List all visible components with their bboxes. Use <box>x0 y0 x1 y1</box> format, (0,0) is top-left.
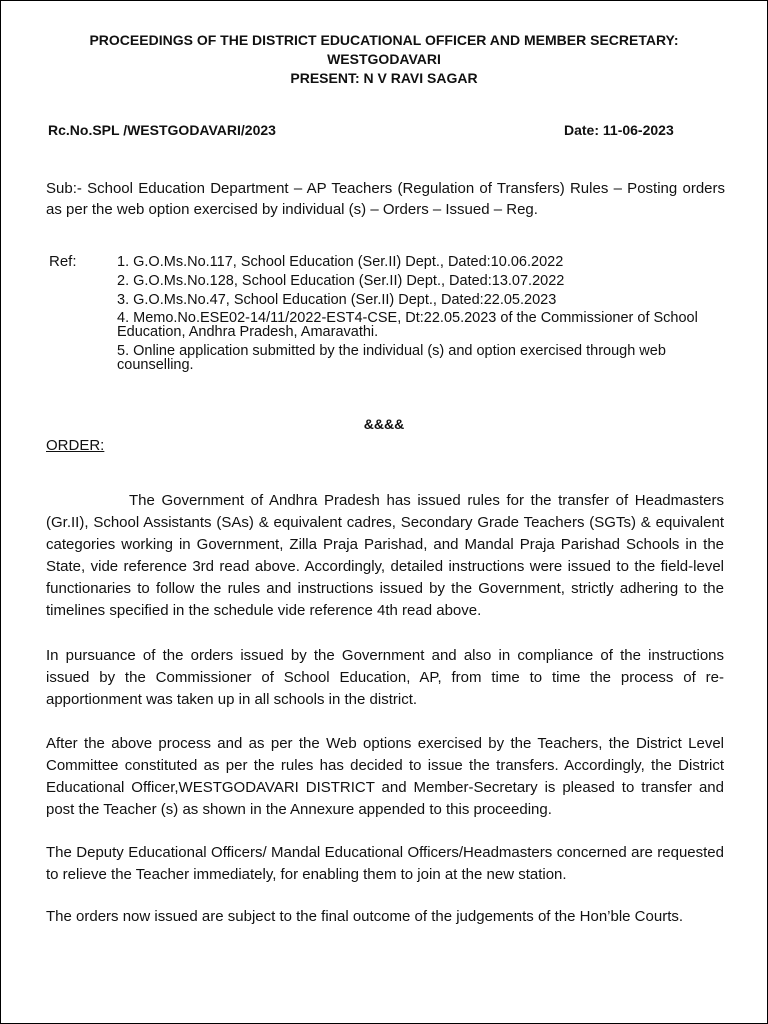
order-paragraph: After the above process and as per the Web options exercised by the Teachers, the District Level Committee constituted as per the rules has decided to issue the transfers. Accordingly, the District Educational Officer,WESTGODAVARI DISTRICT and Member-Secretary is pleased to transfer and post the Teacher (s) as shown in the Annexure appended to this proceeding. <box>46 735 724 818</box>
order-heading: ORDER: <box>46 437 105 454</box>
document-heading <box>1 31 767 88</box>
order-paragraph: In pursuance of the orders issued by the Government and also in compliance of the instructions issued by the Commissioner of School Education, AP, from time to time the process of re-apportionment was taken up in all schools in the district. <box>46 647 724 708</box>
section-separator: &&&& <box>363 416 405 432</box>
heading-line-present: PRESENT: N V RAVI SAGAR <box>290 70 478 86</box>
order-paragraph: The Deputy Educational Officers/ Mandal Educational Officers/Headmasters concerned are requested to relieve the Teacher immediately, for enabling them to join at the new station. <box>46 844 724 883</box>
reference-item: 5. Online application submitted by the individual (s) and option exercised through web counselling. <box>117 343 666 373</box>
heading-line-office: PROCEEDINGS OF THE DISTRICT EDUCATIONAL OFFICER AND MEMBER SECRETARY: <box>89 32 679 48</box>
reference-item: 4. Memo.No.ESE02-14/11/2022-EST4-CSE, Dt:22.05.2023 of the Commissioner of School Education, Andhra Pradesh, Amaravathi. <box>117 310 698 340</box>
document-date: Date: 11-06-2023 <box>564 122 674 138</box>
references-list <box>117 253 717 372</box>
subject-line: Sub:- School Education Department – AP Teachers (Regulation of Transfers) Rules – Posting orders as per the web option exercised by individual (s) – Orders – Issued – Reg. <box>46 180 725 218</box>
reference-item: 2. G.O.Ms.No.128, School Education (Ser.II) Dept., Dated:13.07.2022 <box>117 273 565 289</box>
reference-item: 1. G.O.Ms.No.117, School Education (Ser.II) Dept., Dated:10.06.2022 <box>117 254 564 270</box>
order-paragraph: The Government of Andhra Pradesh has issued rules for the transfer of Headmasters (Gr.II), School Assistants (SAs) & equivalent cadres, Secondary Grade Teachers (SGTs) & equivalent categories working in Government, Zilla Praja Parishad, and Mandal Praja Parishad Schools in the State, vide reference 3rd read above. Accordingly, detailed instructions were issued to the field-level functionaries to follow the rules and instructions issued by the Government, strictly adhering to the timelines specified in the schedule vide reference 4th read above. <box>46 492 724 619</box>
references-label: Ref: <box>49 253 77 270</box>
order-paragraph: The orders now issued are subject to the final outcome of the judgements of the Hon’ble Courts. <box>46 908 684 925</box>
reference-number: Rc.No.SPL /WESTGODAVARI/2023 <box>48 122 276 138</box>
reference-item: 3. G.O.Ms.No.47, School Education (Ser.II) Dept., Dated:22.05.2023 <box>117 292 557 308</box>
heading-line-district: WESTGODAVARI <box>327 51 441 67</box>
